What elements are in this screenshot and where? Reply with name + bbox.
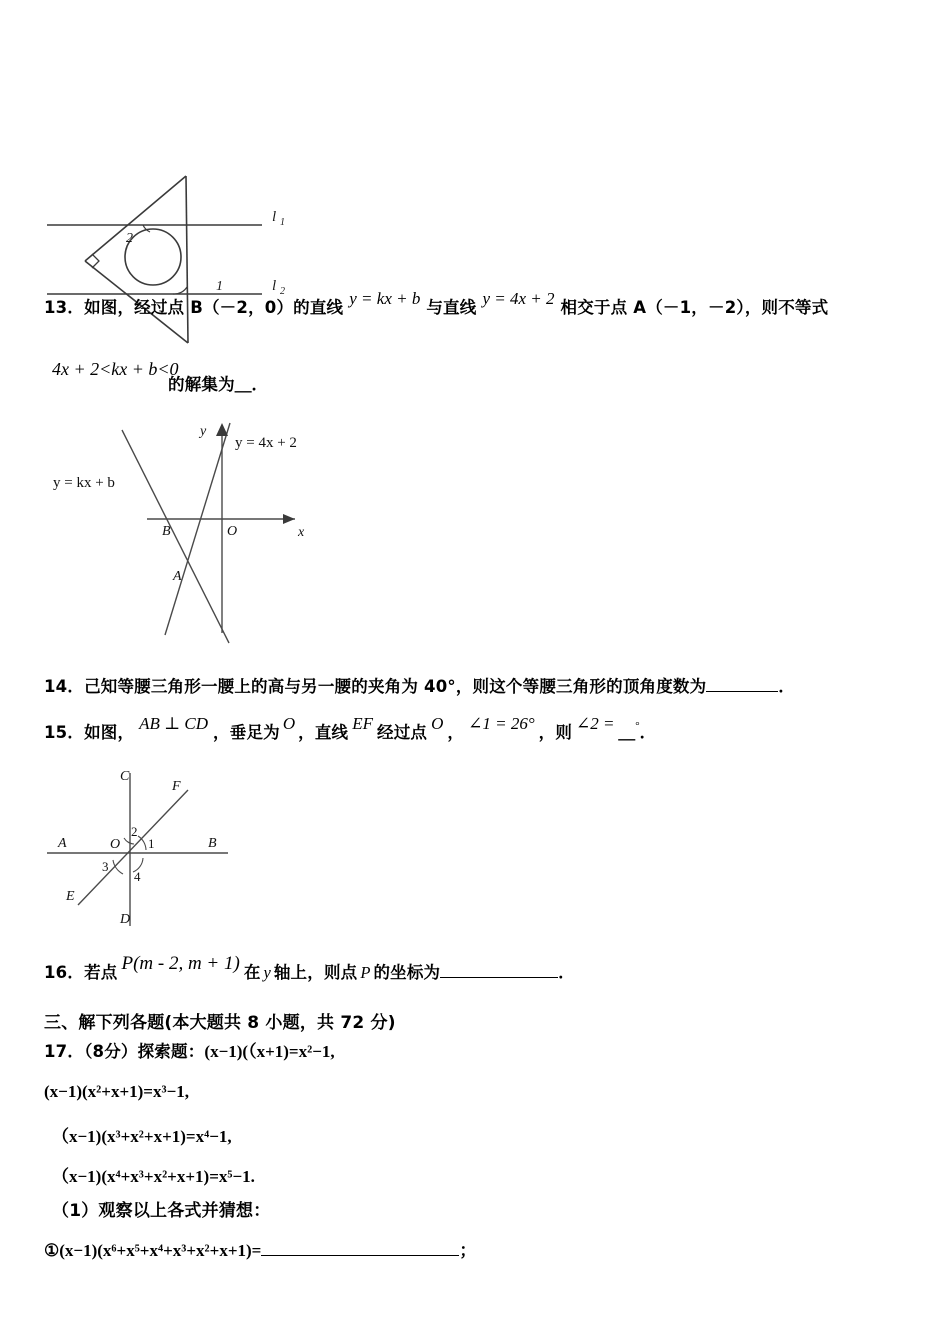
question-17-equation-0: (x−1)(（x+1)=x²−1, xyxy=(204,1042,335,1061)
question-14-number: 14． xyxy=(44,677,85,696)
figure-12-svg xyxy=(40,75,310,297)
line-EF xyxy=(78,790,188,905)
question-15-formula-1: AB ⊥ CD xyxy=(139,714,209,733)
question-13-period: ． xyxy=(251,375,269,394)
question-17-equation-2: （x−1)(x³+x²+x+1)=x⁴−1, xyxy=(52,1127,232,1146)
figure-12-l2-label: l xyxy=(272,278,277,294)
figure-15-label-O: O xyxy=(110,837,121,852)
question-14-text: 己知等腰三角形一腰上的高与另一腰的夹角为 40°，则这个等腰三角形的顶角度数为 xyxy=(84,677,707,696)
question-16-text-c: 轴上，则点 xyxy=(273,963,358,982)
question-17-item-1 xyxy=(44,1240,476,1262)
question-15-formula-3: EF xyxy=(352,714,374,733)
question-15-formula-4: O xyxy=(431,714,444,733)
question-16-number: 16． xyxy=(44,963,85,982)
figure-12-l2-sub: 2 xyxy=(280,286,285,297)
figure-set-square-parallel-lines xyxy=(40,75,310,297)
figure-13-x-axis-label: x xyxy=(298,525,305,540)
question-16 xyxy=(44,953,575,984)
question-16-formula-3: P xyxy=(360,963,371,982)
question-15-text-a: 如图， xyxy=(84,723,135,742)
question-15-formula-2: O xyxy=(282,714,296,733)
question-16-formula-2: y xyxy=(263,963,271,982)
figure-13-point-A-label: A xyxy=(173,569,182,584)
question-15-period: ． xyxy=(639,723,657,742)
figure-15-label-C: C xyxy=(120,769,130,784)
question-16-text-a: 若点 xyxy=(84,963,118,982)
question-13-formula-2: y = 4x + 2 xyxy=(482,289,555,308)
angle-1-arc xyxy=(173,287,187,294)
question-17-score: （8分） xyxy=(84,1042,138,1061)
question-17-line-1 xyxy=(44,1041,335,1063)
figure-13-point-O-label: O xyxy=(227,524,238,539)
right-angle-mark xyxy=(92,254,99,268)
figure-12-angle-1-label: 1 xyxy=(216,279,223,294)
question-13-formula-3: 4x + 2<kx + b<0 xyxy=(52,359,179,379)
question-13-line-2 xyxy=(52,358,179,381)
question-13-text-b: 与直线 xyxy=(426,298,477,317)
line-4x-2 xyxy=(165,423,230,635)
question-17-item-1-prefix: ①(x−1)(x⁶+x⁵+x⁴+x³+x²+x+1)= xyxy=(44,1241,262,1260)
question-13-text-c: 相交于点 A（－1，－2），则不等式 xyxy=(560,298,829,317)
figure-12-angle-2-label: 2 xyxy=(126,231,133,246)
question-15-degree: ° xyxy=(635,720,640,732)
figure-15-label-E: E xyxy=(66,889,75,904)
question-13-formula-1: y = kx + b xyxy=(349,289,421,308)
question-15-text-e: ， xyxy=(447,723,465,742)
question-13-text-a: 如图，经过点 B（－2，0）的直线 xyxy=(84,298,344,317)
question-13-text-d: 的解集为 xyxy=(168,375,235,394)
figure-13-point-B-label: B xyxy=(162,524,171,539)
question-15-formula-5: ∠1 = 26° xyxy=(468,714,535,733)
figure-15-svg xyxy=(40,768,320,943)
question-17-item-1-suffix: ； xyxy=(459,1241,477,1260)
figure-12-l1-sub: 1 xyxy=(280,217,285,228)
figure-15-angle-1: 1 xyxy=(148,836,155,851)
figure-15-angle-3: 3 xyxy=(102,859,109,874)
question-15-formula-6: ∠2 = xyxy=(576,714,615,733)
figure-15-angle-2: 2 xyxy=(131,824,138,839)
question-17-label: 探索题： xyxy=(137,1042,205,1061)
figure-12-l1-label: l xyxy=(272,209,277,225)
question-13-line-3 xyxy=(168,374,268,396)
question-15-text-c: ，直线 xyxy=(298,723,349,742)
question-15-text-f: ，则 xyxy=(538,723,573,742)
figure-15-label-F: F xyxy=(172,779,181,794)
x-axis-arrow xyxy=(283,514,295,524)
question-16-text-d: 的坐标为 xyxy=(373,963,441,982)
question-16-text-b: 在 xyxy=(243,963,261,982)
question-13-line-1 xyxy=(44,289,829,319)
figure-13-line1-label: y = kx + b xyxy=(53,475,115,491)
inner-circle xyxy=(125,229,181,285)
question-13-blank: ＿ xyxy=(234,375,252,394)
question-14-period: ． xyxy=(778,677,796,696)
figure-13-y-axis-label: y xyxy=(200,424,207,439)
question-17-equation-1: (x−1)(x²+x+1)=x³−1, xyxy=(44,1082,190,1101)
question-15 xyxy=(44,714,657,746)
figure-15-label-A: A xyxy=(58,836,67,851)
question-16-period: ． xyxy=(558,963,575,982)
question-17-equation-3: （x−1)(x⁴+x³+x²+x+1)=x⁵−1. xyxy=(52,1167,255,1186)
triangle-edge-upper xyxy=(85,176,186,261)
question-15-number: 15． xyxy=(44,723,85,742)
figure-15-label-D: D xyxy=(120,912,131,927)
figure-13-coordinate-graph xyxy=(45,405,335,655)
y-axis-arrow xyxy=(216,423,228,436)
question-15-text-d: 经过点 xyxy=(377,723,428,742)
question-14 xyxy=(44,676,795,698)
question-16-formula-1: P(m - 2, m + 1) xyxy=(121,953,240,974)
question-15-blank: ＿ xyxy=(618,723,636,742)
figure-13-line2-label: y = 4x + 2 xyxy=(235,435,297,451)
question-16-answer-blank[interactable] xyxy=(440,977,558,978)
line-kx-b xyxy=(122,430,229,643)
question-17-item-1-blank[interactable] xyxy=(261,1255,459,1256)
figure-15-angle-4: 4 xyxy=(134,869,141,884)
question-17-number: 17． xyxy=(44,1042,85,1061)
figure-13-svg xyxy=(45,405,335,655)
figure-15-three-lines xyxy=(40,768,320,943)
question-13-number: 13． xyxy=(44,298,85,317)
question-17-part-1: （1）观察以上各式并猜想： xyxy=(52,1201,271,1221)
question-14-answer-blank[interactable] xyxy=(706,691,778,692)
section-3-title: 三、解下列各题(本大题共 8 小题，共 72 分) xyxy=(44,1013,396,1033)
question-15-text-b: ，垂足为 xyxy=(213,723,280,742)
figure-15-label-B: B xyxy=(208,836,217,851)
